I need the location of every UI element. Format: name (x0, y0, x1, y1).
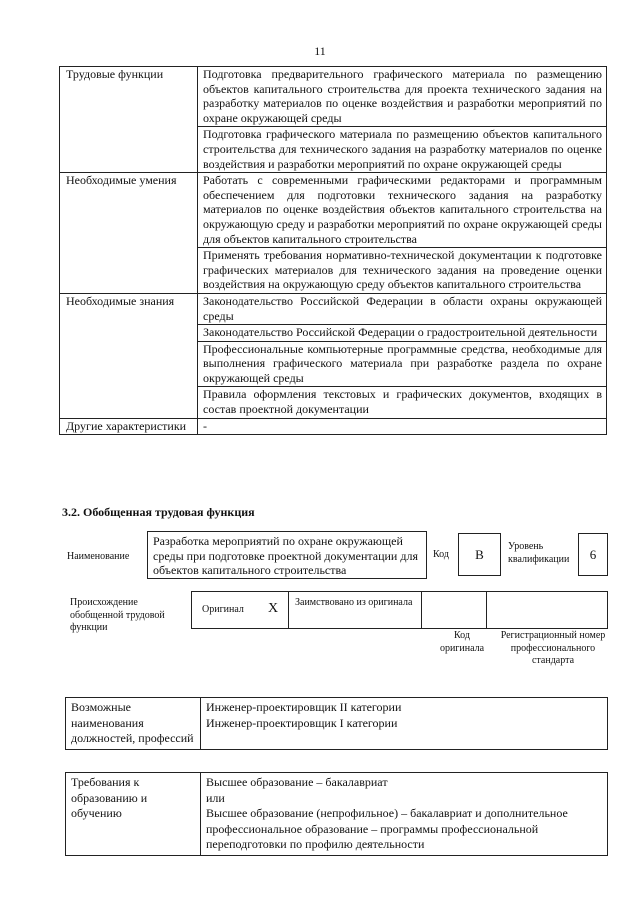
section-title: 3.2. Обобщенная трудовая функция (62, 505, 255, 519)
positions-table (65, 697, 608, 750)
table-cell: Законодательство Российской Федерации о градостроительной деятельности (198, 325, 607, 342)
education-line: Высшее образование – бакалавриат (206, 775, 388, 789)
table-cell: Работать с современными графическими редакторами и программным обеспечением для подготовки технического задания на разработку материалов по оценке воздействия объектов капитального строительства на окружающую среду и разработки мероприятий по охране окружающей среды для объектов капитального строительства (198, 173, 607, 248)
level-label: Уровень квалификации (508, 541, 570, 565)
origin-label: Происхождение обобщенной трудовой функции (70, 597, 165, 633)
education-label: Требования к образованию и обучению (66, 773, 201, 856)
registration-number-cell (486, 591, 608, 629)
original-mark: X (268, 601, 279, 616)
labor-functions-table (59, 66, 607, 435)
original-label: Оригинал (202, 603, 244, 615)
level-value: 6 (578, 533, 608, 576)
table-cell: Правила оформления текстовых и графических документов, входящих в состав проектной документации (198, 387, 607, 418)
table-cell: Подготовка графического материала по размещению объектов капитального строительства для технического задания на разработку материалов по оценке воздействия и разработки мероприятий по охране окружающей среды (198, 127, 607, 173)
page-number: 11 (314, 44, 326, 58)
table-cell: Законодательство Российской Федерации в области охраны окружающей среды (198, 293, 607, 324)
education-line: Высшее образование (непрофильное) – бакалавриат и дополнительное профессиональное образование – программы профессиональной переподготовки по профилю деятельности (206, 806, 568, 851)
row-label: Необходимые умения (60, 173, 198, 294)
code-label: Код (433, 549, 449, 560)
position-line: Инженер-проектировщик II категории (206, 700, 402, 714)
table-cell: - (198, 418, 607, 435)
table-row (60, 67, 607, 127)
table-cell: Применять требования нормативно-технической документации к подготовке графических материалов для технического задания на проведение оценки воздействия на окружающую среду объектов капитального строительства (198, 248, 607, 294)
origin-row (192, 591, 608, 629)
table-cell: Подготовка предварительного графического материала по размещению объектов капитального строительства для проекта технического задания на разработку материалов по оценке воздействия и разработки мероприятий по охране окружающей среды (198, 67, 607, 127)
education-line: или (206, 790, 225, 805)
name-value: Разработка мероприятий по охране окружающей среды при подготовке проектной документации для объектов капитального строительства (147, 531, 427, 579)
borrowed-label: Заимствовано из оригинала (288, 591, 422, 629)
row-label: Другие характеристики (60, 418, 198, 435)
original-cell (191, 591, 289, 629)
table-row (60, 173, 607, 248)
positions-label: Возможные наименования должностей, профессий (66, 698, 201, 750)
table-row (60, 293, 607, 324)
table-row (60, 418, 607, 435)
table-row (66, 698, 608, 750)
row-label: Необходимые знания (60, 293, 198, 418)
positions-value (201, 698, 608, 750)
code-caption: Код оригинала (439, 630, 485, 654)
row-label: Трудовые функции (60, 67, 198, 173)
code-value: B (458, 533, 501, 576)
table-row (66, 773, 608, 856)
education-value (201, 773, 608, 856)
table-cell: Профессиональные компьютерные программные средства, необходимые для выполнения графического материала при разработке раздела по охране окружающей среды (198, 341, 607, 387)
original-code-cell (421, 591, 487, 629)
name-label: Наименование (67, 551, 130, 562)
position-line: Инженер-проектировщик I категории (206, 715, 398, 730)
reg-caption: Регистрационный номер профессионального стандарта (500, 630, 606, 666)
education-table (65, 772, 608, 856)
